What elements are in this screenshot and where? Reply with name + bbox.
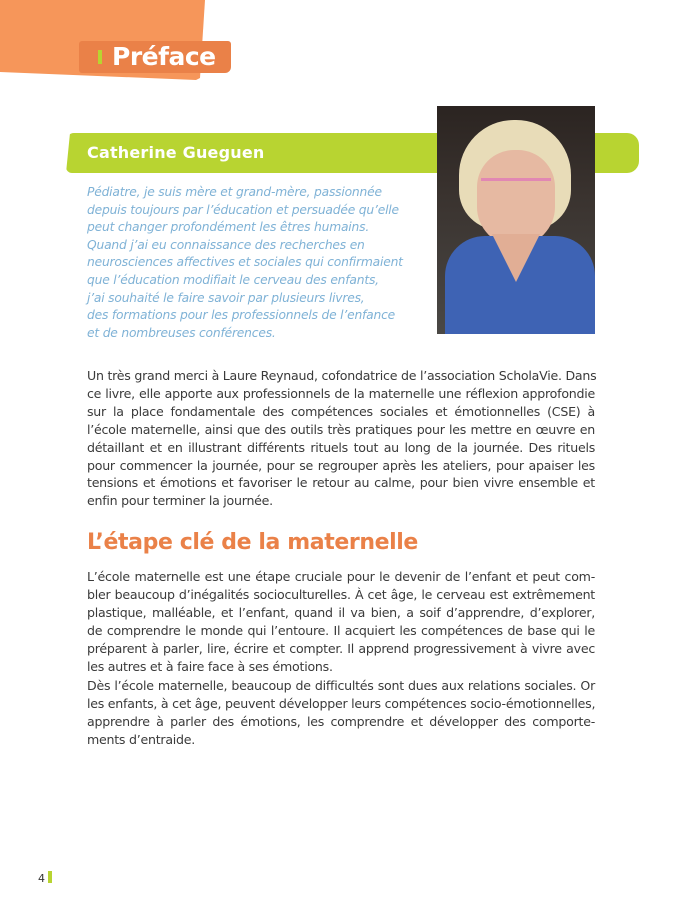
bio-line: et de nombreuses conférences. [87, 325, 276, 340]
section-paragraph-2 [87, 677, 595, 749]
bio-line: peut changer profondément les êtres humains. [87, 220, 370, 235]
text-line: enfin pour terminer la journée. [87, 493, 273, 509]
text-line: plastique, malléable, et l’enfant, quand il va bien, a soif d’apprendre, d’explorer, [87, 604, 595, 620]
text-line: de comprendre le monde qui l’entoure. Il acquiert les compétences de base qui le [87, 622, 595, 638]
author-bio [87, 184, 417, 342]
text-line: les autres et à faire face à ses émotions. [87, 658, 333, 674]
page-title-tab [79, 41, 231, 73]
text-line: apprendre à parler des émotions, les comprendre et développer des comporte- [87, 713, 595, 729]
bio-line: depuis toujours par l’éducation et persuadée qu’elle [87, 202, 399, 217]
portrait-glasses [481, 178, 551, 181]
text-line: ments d’entraide. [87, 731, 196, 747]
text-line: sur la place fondamentale des compétences sociales et émotionnelles (CSE) à [87, 403, 595, 419]
bio-line: Quand j’ai eu connaissance des recherches en [87, 237, 365, 252]
text-line: Un très grand merci à Laure Reynaud, cofondatrice de l’association ScholaVie. Dans [87, 368, 597, 383]
author-name: Catherine Gueguen [87, 143, 265, 162]
author-portrait [437, 106, 595, 334]
portrait-face [477, 150, 555, 246]
text-line: bler beaucoup d’inégalités socioculturelles. À cet âge, le cerveau est extrêmement [87, 586, 595, 602]
page-number-accent [48, 871, 52, 883]
text-line: pour commencer la journée, pour se regrouper après les ateliers, pour apaiser les [87, 457, 595, 473]
text-line: L’école maternelle est une étape cruciale pour le devenir de l’enfant et peut com- [87, 569, 595, 584]
section-heading: L’étape clé de la maternelle [87, 530, 418, 555]
text-line: l’école maternelle, ainsi que des outils très pratiques pour les mettre en œuvre en [87, 421, 595, 437]
text-line: détaillant et en illustrant différents rituels tout au long de la journée. Des rituels [87, 439, 595, 455]
title-accent-bar [98, 50, 102, 64]
text-line: préparent à parler, lire, écrire et compter. Il apprend progressivement à vivre avec [87, 640, 595, 656]
text-line: Dès l’école maternelle, beaucoup de difficultés sont dues aux relations sociales. Or [87, 678, 595, 693]
bio-line: j’ai souhaité le faire savoir par plusieurs livres, [87, 290, 365, 305]
bio-line: des formations pour les professionnels de l’enfance [87, 308, 396, 323]
text-line: ce livre, elle apporte aux professionnels de la maternelle une réflexion approfondie [87, 385, 595, 401]
text-line: tensions et émotions et favoriser le retour au calme, pour bien vivre ensemble et [87, 475, 595, 491]
page-title: Préface [112, 42, 216, 71]
bio-line: que l’éducation modifiait le cerveau des enfants, [87, 272, 379, 287]
page-number: 4 [38, 872, 45, 885]
section-paragraph-1 [87, 568, 595, 675]
text-line: les enfants, à cet âge, peuvent développer leurs compétences socio-émotionnelles, [87, 695, 596, 711]
bio-line: neurosciences affectives et sociales qui confirmaient [87, 255, 403, 270]
intro-paragraph [87, 367, 595, 510]
bio-line: Pédiatre, je suis mère et grand-mère, passionnée [87, 185, 382, 199]
